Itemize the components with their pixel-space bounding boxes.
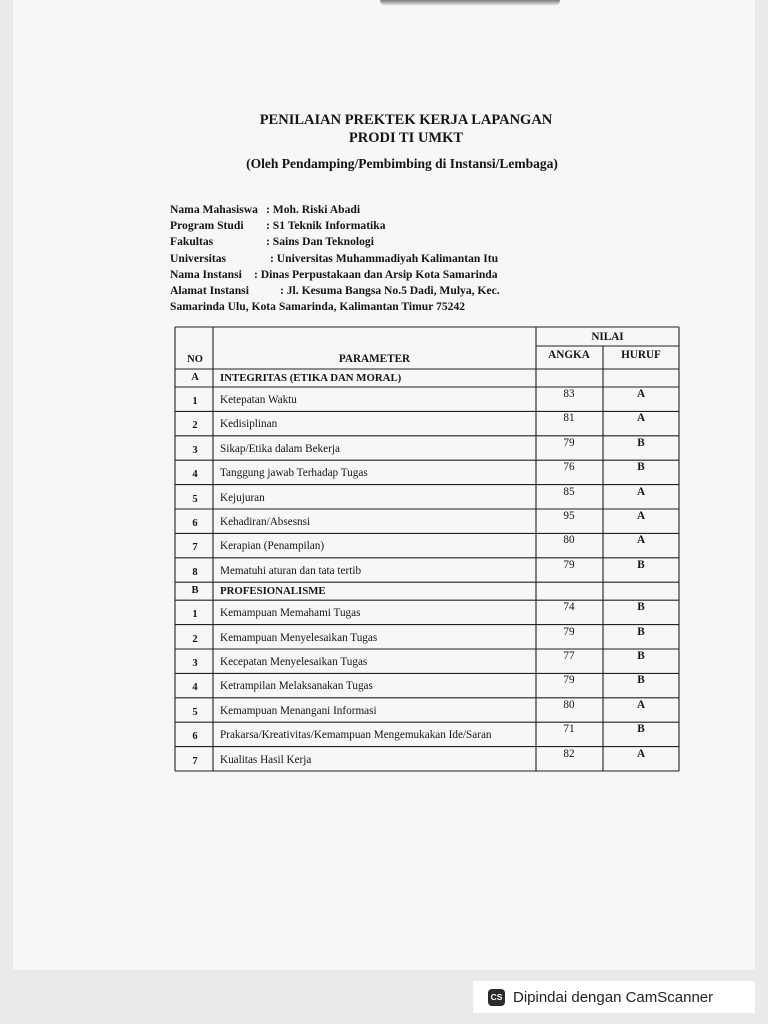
info-label: Nama Mahasiswa: [170, 203, 258, 216]
row-huruf: A: [636, 412, 646, 425]
info-label: Universitas: [170, 251, 227, 265]
row-parameter: Kemampuan Memahami Tugas: [220, 607, 361, 620]
row-parameter: Kedisiplinan: [220, 418, 278, 431]
row-angka: 79: [563, 436, 575, 449]
row-angka: 80: [563, 698, 575, 711]
info-label: Nama Instansi: [170, 267, 242, 281]
row-angka: 74: [563, 601, 575, 614]
row-angka: 77: [563, 650, 575, 662]
header-nilai: NILAI: [591, 331, 624, 343]
header-parameter: PARAMETER: [338, 353, 411, 365]
camscanner-logo-icon: CS: [488, 989, 505, 1006]
row-angka: 81: [563, 412, 575, 425]
row-angka: 79: [563, 674, 575, 687]
row-huruf: A: [636, 388, 646, 400]
info-value: : Moh. Riski Abadi: [266, 203, 361, 216]
info-label: Alamat Instansi: [170, 283, 249, 297]
row-parameter: Kerapian (Penampilan): [220, 540, 325, 553]
section-name: INTEGRITAS (ETIKA DAN MORAL): [220, 372, 402, 384]
section-code: A: [191, 372, 199, 383]
row-parameter: Tanggung jawab Terhadap Tugas: [220, 467, 368, 480]
row-angka: 83: [563, 388, 575, 400]
row-huruf: B: [637, 650, 645, 662]
row-parameter: Kejujuran: [220, 491, 265, 504]
row-parameter: Prakarsa/Kreativitas/Kemampuan Mengemukakan Ide/Saran: [220, 729, 492, 742]
row-no: 5: [192, 493, 198, 505]
section-name: PROFESIONALISME: [220, 585, 326, 598]
document-title-line2: PRODI TI UMKT: [348, 130, 464, 146]
row-huruf: A: [636, 747, 646, 760]
row-huruf: B: [637, 436, 645, 449]
row-parameter: Kehadiran/Absesnsi: [220, 516, 311, 528]
row-parameter: Sikap/Etika dalam Bekerja: [220, 442, 340, 455]
row-angka: 80: [563, 534, 575, 547]
info-value: : S1 Teknik Informatika: [266, 219, 386, 233]
row-parameter: Mematuhi aturan dan tata tertib: [220, 564, 362, 577]
row-huruf: B: [637, 674, 645, 687]
row-no: 3: [192, 444, 198, 456]
row-angka: 95: [563, 510, 575, 522]
header-huruf: HURUF: [621, 349, 661, 361]
section-code: B: [191, 585, 199, 597]
row-huruf: B: [637, 625, 645, 638]
row-no: 5: [192, 706, 198, 718]
row-parameter: Ketepatan Waktu: [220, 394, 297, 406]
header-no: NO: [187, 354, 203, 365]
row-huruf: B: [637, 461, 645, 474]
info-label: Program Studi: [170, 219, 244, 233]
row-huruf: B: [637, 601, 645, 614]
document-title: PENILAIAN PREKTEK KERJA LAPANGAN: [259, 112, 553, 128]
row-no: 1: [192, 396, 198, 407]
document-subtitle: (Oleh Pendamping/Pembimbing di Instansi/Lembaga): [246, 156, 558, 171]
row-parameter: Kualitas Hasil Kerja: [220, 753, 312, 766]
camscanner-footer: [473, 981, 755, 1013]
row-parameter: Ketrampilan Melaksanakan Tugas: [220, 680, 373, 693]
info-value: : Sains Dan Teknologi: [266, 235, 374, 249]
info-value: : Dinas Perpustakaan dan Arsip Kota Samarinda: [254, 267, 498, 281]
row-no: 4: [192, 682, 198, 694]
info-label: Fakultas: [170, 235, 214, 249]
row-huruf: A: [636, 534, 646, 547]
row-huruf: B: [637, 723, 645, 736]
row-parameter: Kecepatan Menyelesaikan Tugas: [220, 656, 368, 668]
row-no: 7: [192, 755, 198, 767]
row-huruf: A: [636, 698, 646, 711]
row-no: 6: [192, 518, 198, 529]
header-angka: ANGKA: [548, 349, 590, 361]
row-no: 6: [192, 731, 198, 743]
row-no: 3: [192, 658, 198, 669]
camscanner-text: Dipindai dengan CamScanner: [513, 988, 714, 1006]
row-angka: 82: [563, 747, 575, 760]
info-value: Samarinda Ulu, Kota Samarinda, Kalimantan Timur 75242: [170, 300, 466, 314]
row-angka: 79: [563, 558, 575, 571]
row-no: 7: [192, 542, 198, 554]
row-parameter: Kemampuan Menangani Informasi: [220, 704, 377, 717]
info-value: : Universitas Muhammadiyah Kalimantan Itu: [270, 251, 499, 265]
row-angka: 85: [563, 485, 575, 498]
row-no: 2: [192, 633, 198, 645]
row-angka: 71: [563, 723, 575, 736]
row-huruf: B: [637, 558, 645, 571]
row-no: 2: [192, 420, 198, 432]
row-parameter: Kemampuan Menyelesaikan Tugas: [220, 631, 378, 644]
row-huruf: A: [636, 510, 646, 522]
row-angka: 79: [563, 625, 575, 638]
row-no: 8: [192, 566, 198, 578]
row-no: 1: [192, 609, 198, 621]
row-angka: 76: [563, 461, 575, 474]
row-huruf: A: [636, 485, 646, 498]
row-no: 4: [192, 469, 198, 481]
info-value: : Jl. Kesuma Bangsa No.5 Dadi, Mulya, Kec.: [280, 283, 500, 297]
